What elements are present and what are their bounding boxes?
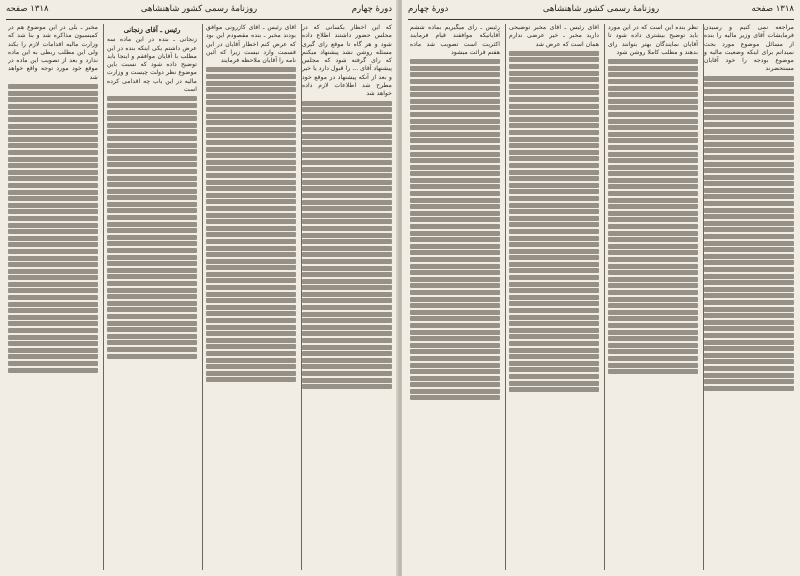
right-header-page: ۱۳۱۸ صفحه [751, 4, 794, 14]
left-header-title: روزنامهٔ رسمی کشور شاهنشاهی [140, 4, 258, 14]
left-column-2 [206, 24, 296, 570]
left-column-4 [8, 24, 98, 570]
column-text: که این اخطار بکسانی که در مجلس حضور داشتند اطلاع داده شود و هر گاه تا موقع رای گیری مسئله روشن نشد پیشنهاد میکنم که رای گرفته شود که مجلس پیشنهاد آقای ... را قبول دارد یا خیر و بعد از آنکه پیشنهاد در موقع خود مطرح شد اطلاعات لازم داده خواهد شد [302, 24, 392, 98]
column-text: آقای رئیس ـ آقای کازرونی موافق بودند مخبر ـ بنده مقصودم این بود که عرض کنم اخطار آقایان در این قسمت وارد نیست زیرا که آئین نامه را آقایان ملاحظه فرمایند [206, 24, 296, 65]
right-column-1 [704, 24, 794, 570]
left-page [0, 0, 398, 576]
right-column-2 [608, 24, 698, 570]
column-text: زنجانی ـ بنده در این ماده سه عرض داشتم یکی اینکه بنده در این مطلب با آقایان موافقم و اینجا باید توضیح داده شود که نسبت باین موضوع نظر دولت چیست و وزارت مالیه در این باب چه اقدامی کرده است [107, 36, 197, 94]
column-text: رئیس ـ رای میگیریم بماده ششم آقایانیکه موافقند قیام فرمایند اکثریت است تصویب شد ماده هفتم قرائت میشود [410, 24, 500, 56]
right-column-3 [509, 24, 599, 570]
left-col-sep-3 [103, 24, 104, 570]
column-text: آقای رئیس ـ آقای مخبر توضیحی دارید مخبر ـ خیر عرضی ندارم همان است که عرض شد [509, 24, 599, 48]
right-column-4 [410, 24, 500, 570]
column-text: مخبر ـ بلی در این موضوع هم در کمیسیون مذاکره شد و بنا شد که وزارت مالیه اقدامات لازم را بکند ولی این مطلب ربطی به این ماده ندارد و بعد از تصویب این ماده در موقع خود مورد توجه واقع خواهد شد [8, 24, 98, 81]
right-header-issue: دورهٔ چهارم [408, 4, 449, 14]
left-column-3 [107, 24, 197, 570]
column-text: نظر بنده این است که در این مورد باید توضیح بیشتری داده شود تا آقایان نمایندگان بهتر بتوانند رای بدهند و مطلب کاملا روشن شود [608, 24, 698, 56]
right-col-sep-2 [604, 24, 605, 570]
right-page [402, 0, 800, 576]
left-col-sep-2 [202, 24, 203, 570]
left-col-sep-1 [301, 24, 302, 570]
right-header-rule [408, 19, 794, 20]
left-column-1 [302, 24, 392, 570]
right-header-title: روزنامهٔ رسمی کشور شاهنشاهی [542, 4, 660, 14]
right-col-sep-3 [505, 24, 506, 570]
right-col-sep-1 [703, 24, 704, 570]
column-subheading: رئیس ـ آقای زنجانی [123, 26, 181, 34]
left-header-rule [6, 19, 392, 20]
right-page-header [408, 4, 794, 18]
column-text: مراجعه نمی کنیم و رسیدن فرمایشات آقای وزیر مالیه را بنده از مسائل موضوع مورد بحث نمیدانم برای اینکه وضعیت مالیه و موضوع بودجه را خود آقایان مستحضرند [704, 24, 794, 73]
left-page-header [6, 4, 392, 18]
left-header-issue: دورهٔ چهارم [351, 4, 392, 14]
left-header-page: ۱۳۱۸ صفحه [6, 4, 49, 14]
